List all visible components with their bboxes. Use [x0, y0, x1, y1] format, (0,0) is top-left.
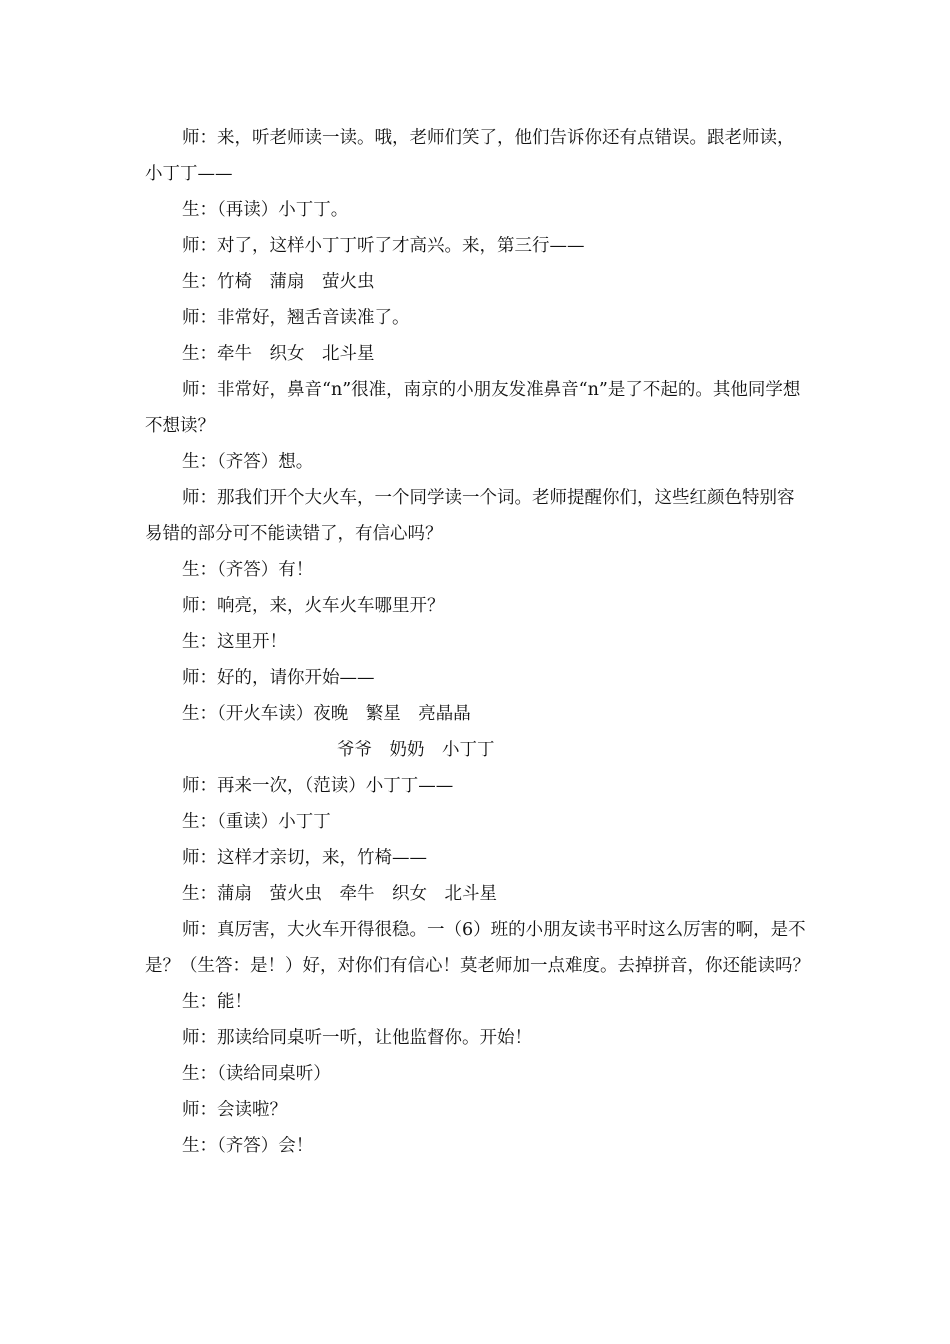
paragraph: 师：真厉害，大火车开得很稳。一（6）班的小朋友读书平时这么厉害的啊，是不是？（生答：是！）好，对你们有信心！莫老师加一点难度。去掉拼音，你还能读吗？	[145, 920, 810, 976]
paragraph: 师：对了，这样小丁丁听了才高兴。来，第三行——	[182, 236, 585, 256]
paragraph: 师：非常好，翘舌音读准了。	[182, 308, 410, 328]
paragraph: 生：竹椅 蒲扇 萤火虫	[182, 272, 375, 292]
paragraph: 生：能！	[182, 992, 252, 1012]
paragraph: 生：（重读）小丁丁	[182, 812, 331, 832]
paragraph: 师：非常好，鼻音“n”很准，南京的小朋友发准鼻音“n”是了不起的。其他同学想不想读？	[145, 380, 801, 436]
paragraph: 生：（读给同桌听）	[182, 1064, 331, 1084]
paragraph: 师：响亮，来，火车火车哪里开？	[182, 596, 445, 616]
paragraph: 师：会读啦？	[182, 1100, 287, 1120]
paragraph: 师：那读给同桌听一听，让他监督你。开始！	[182, 1028, 532, 1048]
paragraph: 生：蒲扇 萤火虫 牵牛 织女 北斗星	[182, 884, 497, 904]
paragraph: 师：来，听老师读一读。哦，老师们笑了，他们告诉你还有点错误。跟老师读，小丁丁——	[145, 128, 795, 184]
paragraph: 师：这样才亲切，来，竹椅——	[182, 848, 427, 868]
paragraph: 生：（齐答）想。	[182, 452, 314, 472]
paragraph: 师：那我们开个大火车，一个同学读一个词。老师提醒你们，这些红颜色特别容易错的部分可不能读错了，有信心吗？	[145, 488, 795, 544]
paragraph-continuation: 爷爷 奶奶 小丁丁	[337, 740, 495, 760]
paragraph: 生：牵牛 织女 北斗星	[182, 344, 375, 364]
paragraph: 生：（再读）小丁丁。	[182, 200, 349, 220]
paragraph: 师：再来一次，（范读）小丁丁——	[182, 776, 454, 796]
paragraph: 师：好的，请你开始——	[182, 668, 375, 688]
paragraph: 生：（齐答）会！	[182, 1136, 314, 1156]
transcript-body	[145, 120, 810, 1164]
paragraph: 生：（齐答）有！	[182, 560, 314, 580]
paragraph: 生：这里开！	[182, 632, 287, 652]
paragraph: 生：（开火车读）夜晚 繁星 亮晶晶	[182, 704, 471, 724]
